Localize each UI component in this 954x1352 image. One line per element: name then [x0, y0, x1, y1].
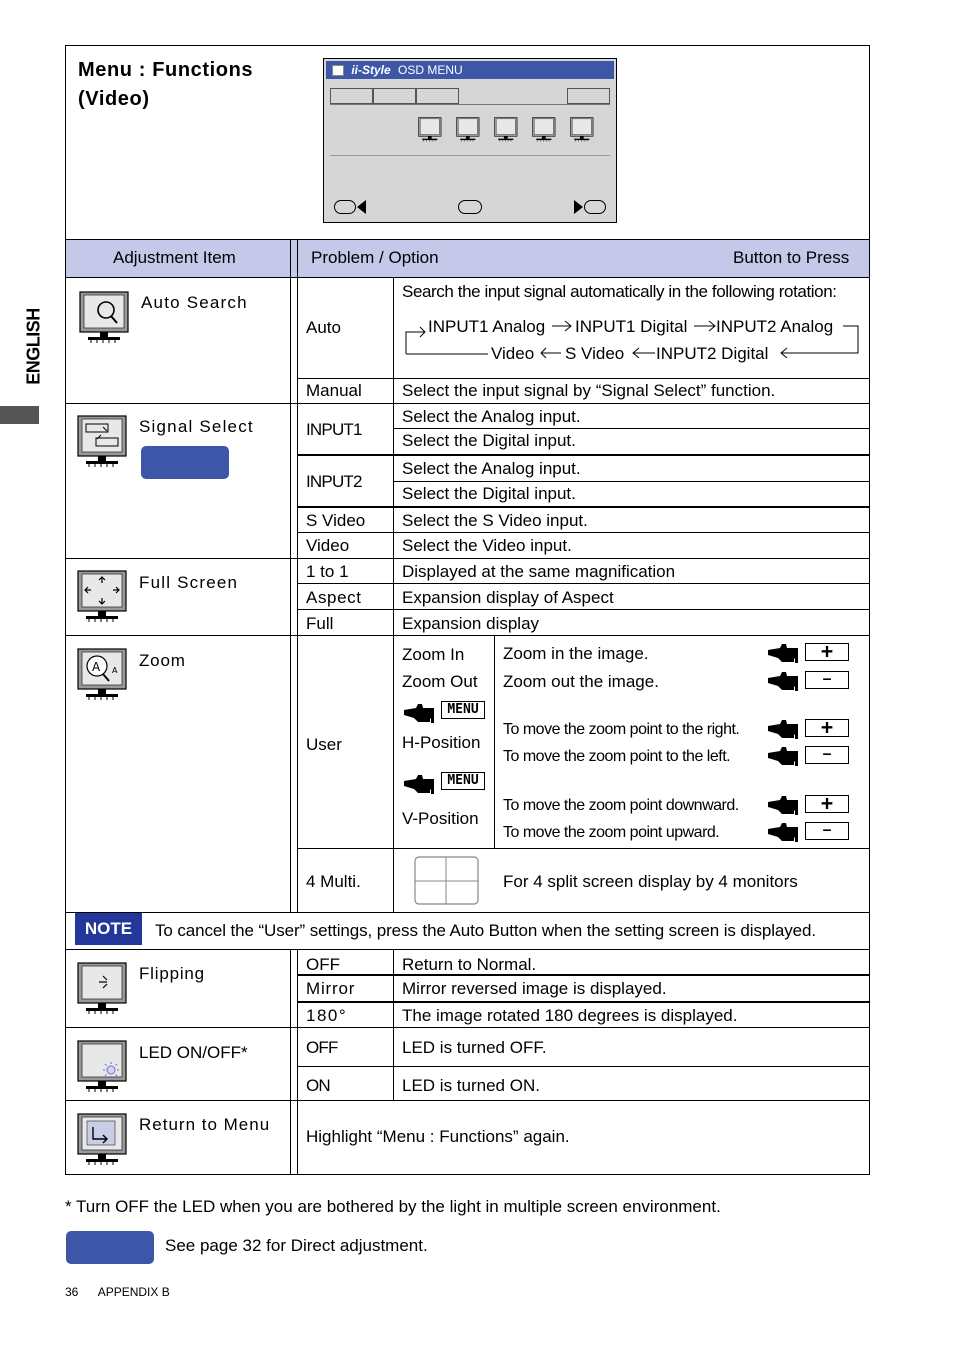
rot-svideo: S Video [565, 344, 625, 363]
flip-180-desc: The image rotated 180 degrees is displayed. [402, 1006, 738, 1025]
desc-1to1: Displayed at the same magnification [402, 562, 676, 581]
h-position-hand-icon [402, 702, 434, 724]
osd-function-icons [338, 117, 608, 153]
row-line-aspect [298, 583, 869, 584]
osd-right-button[interactable] [584, 200, 606, 214]
video-desc: Select the Video input. [402, 536, 572, 555]
h-right-plus-button[interactable]: + [805, 719, 849, 737]
zoom-out-minus-button[interactable]: — [805, 671, 849, 689]
osd-icon-row [338, 117, 608, 153]
side-tab-label: ENGLISH [23, 308, 44, 385]
opt-1to1: 1 to 1 [306, 562, 349, 581]
opt-user: User [306, 735, 342, 754]
zoom-in-desc: Zoom in the image. [503, 644, 649, 663]
input2-analog-desc: Select the Analog input. [402, 459, 581, 478]
page-number: 36 [65, 1285, 79, 1299]
opt-mirror: Mirror [306, 979, 356, 998]
h-left-hand-icon [766, 745, 798, 767]
zoom-out-label: Zoom Out [402, 672, 478, 691]
col-separator-c [290, 950, 291, 1174]
desc-full: Expansion display [402, 614, 540, 633]
v-down-hand-icon [766, 794, 798, 816]
v-up-desc: To move the zoom point upward. [503, 824, 720, 841]
v-position-menu-key[interactable]: MENU [441, 772, 485, 790]
v-position-hand-icon [402, 773, 434, 795]
osd-left-button[interactable] [334, 200, 356, 214]
osd-app-icon [332, 65, 344, 76]
v-down-desc: To move the zoom point downward. [503, 797, 739, 814]
row-line-svideo [298, 506, 869, 508]
side-language-tab [14, 300, 54, 400]
osd-center-button[interactable] [458, 200, 482, 214]
row-line-fullscreen [66, 558, 869, 559]
row-line-zoom [66, 635, 869, 636]
manual-desc: Select the input signal by “Signal Select” function. [402, 381, 776, 400]
opt-manual: Manual [306, 381, 362, 400]
row-line-led-on [298, 1066, 869, 1067]
row-line-flip-180 [298, 1001, 869, 1003]
h-left-desc: To move the zoom point to the left. [503, 748, 731, 765]
opt-video: Video [306, 536, 350, 555]
row-line-note-bottom [66, 949, 869, 950]
note-text: To cancel the “User” settings, press the Auto Button when the setting screen is displayed. [155, 921, 816, 940]
multi-desc: For 4 split screen display by 4 monitors [503, 872, 798, 891]
row-line-note-top [66, 912, 869, 913]
col-separator-a [290, 239, 291, 912]
osd-right-arrow-icon [574, 200, 583, 214]
row-line-in2-mid [394, 481, 869, 482]
row-line-flip-off [298, 974, 869, 976]
osd-titlebar [326, 61, 614, 79]
opt-led-on: ON [306, 1076, 330, 1095]
auto-search-label: Auto Search [141, 293, 248, 312]
row-line-return [66, 1100, 869, 1101]
h-left-minus-button[interactable]: — [805, 746, 849, 764]
flipping-monitor-icon [77, 962, 127, 1014]
input1-digital-desc: Select the Digital input. [402, 431, 576, 450]
page-footer [65, 1285, 170, 1299]
opt-input1: INPUT1 [306, 420, 362, 439]
svideo-desc: Select the S Video input. [402, 511, 588, 530]
auto-desc: Search the input signal automatically in the following rotation: [402, 282, 837, 301]
row-line-signal [66, 403, 869, 404]
h-right-desc: To move the zoom point to the right. [503, 721, 740, 738]
signal-select-monitor-icon [77, 415, 127, 467]
opt-input2: INPUT2 [306, 472, 362, 491]
opt-flip-off: OFF [306, 955, 340, 974]
osd-left-arrow-icon [357, 200, 366, 214]
zoom-out-desc: Zoom out the image. [503, 672, 659, 691]
row-line-in2 [298, 454, 869, 456]
opt-led-off: OFF [306, 1038, 338, 1057]
osd-tab-3[interactable] [416, 88, 459, 104]
return-menu-label: Return to Menu [139, 1115, 271, 1134]
opt-auto: Auto [306, 318, 341, 337]
osd-menu-window [323, 58, 617, 223]
v-down-plus-button[interactable]: + [805, 795, 849, 813]
desc-aspect: Expansion display of Aspect [402, 588, 614, 607]
led-label: LED ON/OFF* [139, 1043, 248, 1062]
direct-adjust-legend-badge [66, 1231, 154, 1264]
osd-tab-2[interactable] [373, 88, 416, 104]
zoom-label: Zoom [139, 651, 186, 670]
osd-brand: ii-Style [351, 63, 391, 77]
opt-180: 180° [306, 1006, 348, 1025]
col-separator-d [297, 950, 298, 1174]
mirror-desc: Mirror reversed image is displayed. [402, 979, 667, 998]
opt-4-multi: 4 Multi. [306, 872, 361, 891]
row-line-manual [298, 378, 869, 379]
input2-digital-desc: Select the Digital input. [402, 484, 576, 503]
zoom-in-label: Zoom In [402, 645, 465, 664]
flip-off-desc: Return to Normal. [402, 955, 537, 974]
opt-full: Full [306, 614, 334, 633]
col-separator-desc-2 [393, 636, 394, 912]
note-badge: NOTE [75, 913, 142, 945]
zoom-in-plus-button[interactable]: + [805, 643, 849, 661]
led-monitor-icon [77, 1040, 127, 1092]
v-up-hand-icon [766, 821, 798, 843]
page-title: Menu : Functions (Video) [78, 59, 254, 110]
row-line-zoom-cell [494, 636, 495, 848]
header-button-to-press: Button to Press [733, 248, 850, 267]
full-screen-monitor-icon [77, 570, 127, 622]
v-up-minus-button[interactable]: — [805, 822, 849, 840]
input1-analog-desc: Select the Analog input. [402, 407, 581, 426]
return-menu-desc: Highlight “Menu : Functions” again. [306, 1127, 570, 1146]
flipping-label: Flipping [139, 964, 205, 983]
header-problem-option: Problem / Option [311, 248, 439, 267]
osd-tab-line [330, 104, 610, 105]
signal-select-label: Signal Select [139, 417, 254, 436]
rot-input2-analog: INPUT2 Analog [716, 317, 834, 336]
direct-adjust-badge [141, 446, 229, 479]
led-off-desc: LED is turned OFF. [402, 1038, 547, 1057]
h-position-menu-key[interactable]: MENU [441, 701, 485, 719]
osd-divider [330, 155, 610, 156]
footnote-led: * Turn OFF the LED when you are bothered by the light in multiple screen environment. [65, 1197, 721, 1216]
side-tab-bar [0, 406, 39, 424]
rot-video: Video [491, 344, 535, 363]
return-menu-monitor-icon [77, 1113, 127, 1165]
h-right-hand-icon [766, 718, 798, 740]
rot-input1-digital: INPUT1 Digital [575, 317, 688, 336]
zoom-in-hand-icon [766, 642, 798, 664]
header-adjustment-item: Adjustment Item [113, 248, 236, 267]
direct-adjust-note: See page 32 for Direct adjustment. [165, 1236, 428, 1255]
auto-search-monitor-icon [79, 291, 129, 343]
v-position-label: V-Position [402, 809, 479, 828]
four-split-icon [414, 856, 480, 906]
svg-text:A: A [92, 660, 101, 674]
section-name: APPENDIX B [97, 1285, 170, 1299]
rot-input1-analog: INPUT1 Analog [428, 317, 546, 336]
row-line-in1-mid [394, 428, 869, 429]
full-screen-label: Full Screen [139, 573, 239, 592]
row-line-video [298, 532, 869, 533]
row-line-full [298, 609, 869, 610]
rot-input2-digital: INPUT2 Digital [656, 344, 769, 363]
col-separator-desc-1 [393, 278, 394, 635]
row-line-multi [298, 848, 869, 849]
zoom-monitor-icon [77, 648, 127, 700]
h-position-label: H-Position [402, 733, 481, 752]
col-separator-b [297, 239, 298, 912]
svg-text:A: A [112, 666, 118, 675]
led-on-desc: LED is turned ON. [402, 1076, 540, 1095]
row-line-led [66, 1027, 869, 1028]
zoom-out-hand-icon [766, 670, 798, 692]
col-separator-desc-3 [393, 950, 394, 1100]
osd-tab-4[interactable] [567, 88, 610, 104]
osd-tab-1[interactable] [330, 88, 373, 104]
opt-svideo: S Video [306, 511, 366, 530]
osd-label: OSD MENU [398, 63, 463, 77]
opt-aspect: Aspect [306, 588, 362, 607]
